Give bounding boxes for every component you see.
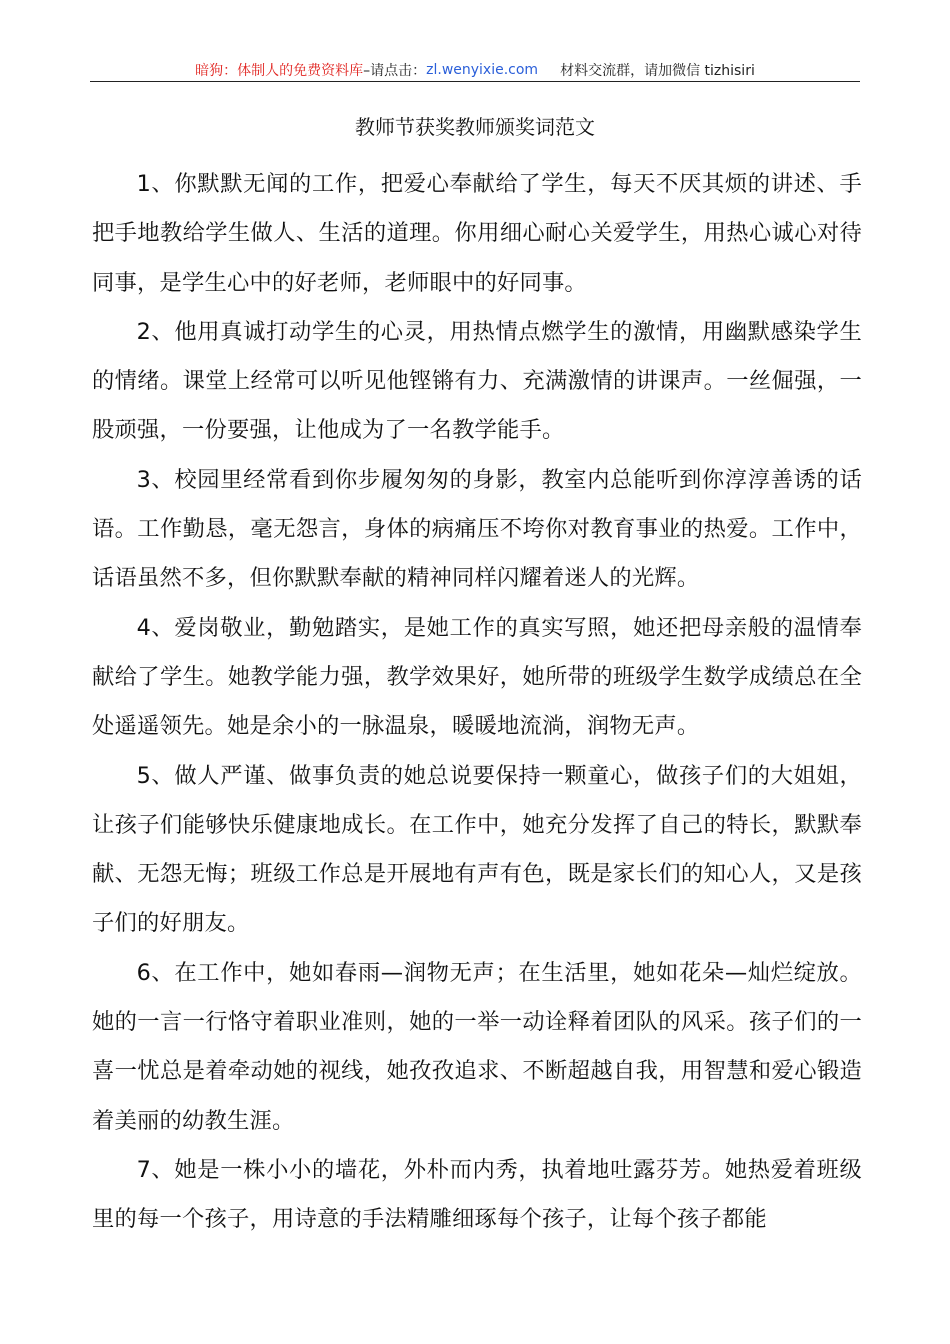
header-divider (90, 81, 860, 82)
site-link[interactable]: zl.wenyixie.com (426, 62, 539, 78)
site-name: 暗狗：体制人的免费资料库 (195, 63, 364, 79)
document-title: 教师节获奖教师颁奖词范文 (355, 115, 595, 139)
page-header (90, 58, 860, 82)
wechat-note: 材料交流群，请加微信 tizhisiri (560, 63, 755, 79)
document-body (92, 160, 862, 1245)
paragraph-3: 3、校园里经常看到你步履匆匆的身影，教室内总能听到你淳淳善诱的话语。工作勤恳，毫无怨言，身体的病痛压不垮你对教育事业的热爱。工作中，话语虽然不多，但你默默奉献的精神同样闪耀着迷人的光辉。 (92, 466, 862, 592)
paragraph-2: 2、他用真诚打动学生的心灵，用热情点燃学生的激情，用幽默感染学生的情绪。课堂上经常可以听见他铿锵有力、充满激情的讲课声。一丝倔强，一股顽强，一份要强，让他成为了一名教学能手。 (92, 318, 862, 444)
paragraph-6: 6、在工作中，她如春雨—润物无声；在生活里，她如花朵—灿烂绽放。她的一言一行恪守着职业准则，她的一举一动诠释着团队的风采。孩子们的一喜一忧总是着牵动她的视线，她孜孜追求、不断超越自我，用智慧和爱心锻造着美丽的幼教生涯。 (92, 959, 862, 1134)
click-prompt: –请点击： (363, 63, 427, 79)
paragraph-7: 7、她是一株小小的墙花，外朴而内秀，执着地吐露芬芳。她热爱着班级里的每一个孩子，用诗意的手法精雕细琢每个孩子，让每个孩子都能 (92, 1156, 862, 1233)
paragraph-1: 1、你默默无闻的工作，把爱心奉献给了学生，每天不厌其烦的讲述、手把手地教给学生做人、生活的道理。你用细心耐心关爱学生，用热心诚心对待同事，是学生心中的好老师，老师眼中的好同事。 (92, 171, 862, 296)
paragraph-5: 5、做人严谨、做事负责的她总说要保持一颗童心，做孩子们的大姐姐，让孩子们能够快乐健康地成长。在工作中，她充分发挥了自己的特长，默默奉献、无怨无悔；班级工作总是开展地有声有色，既是家长们的知心人，又是孩子们的好朋友。 (92, 762, 862, 937)
paragraph-4: 4、爱岗敬业，勤勉踏实，是她工作的真实写照，她还把母亲般的温情奉献给了学生。她教学能力强，教学效果好，她所带的班级学生数学成绩总在全处遥遥领先。她是余小的一脉温泉，暖暖地流淌，润物无声。 (92, 614, 862, 740)
